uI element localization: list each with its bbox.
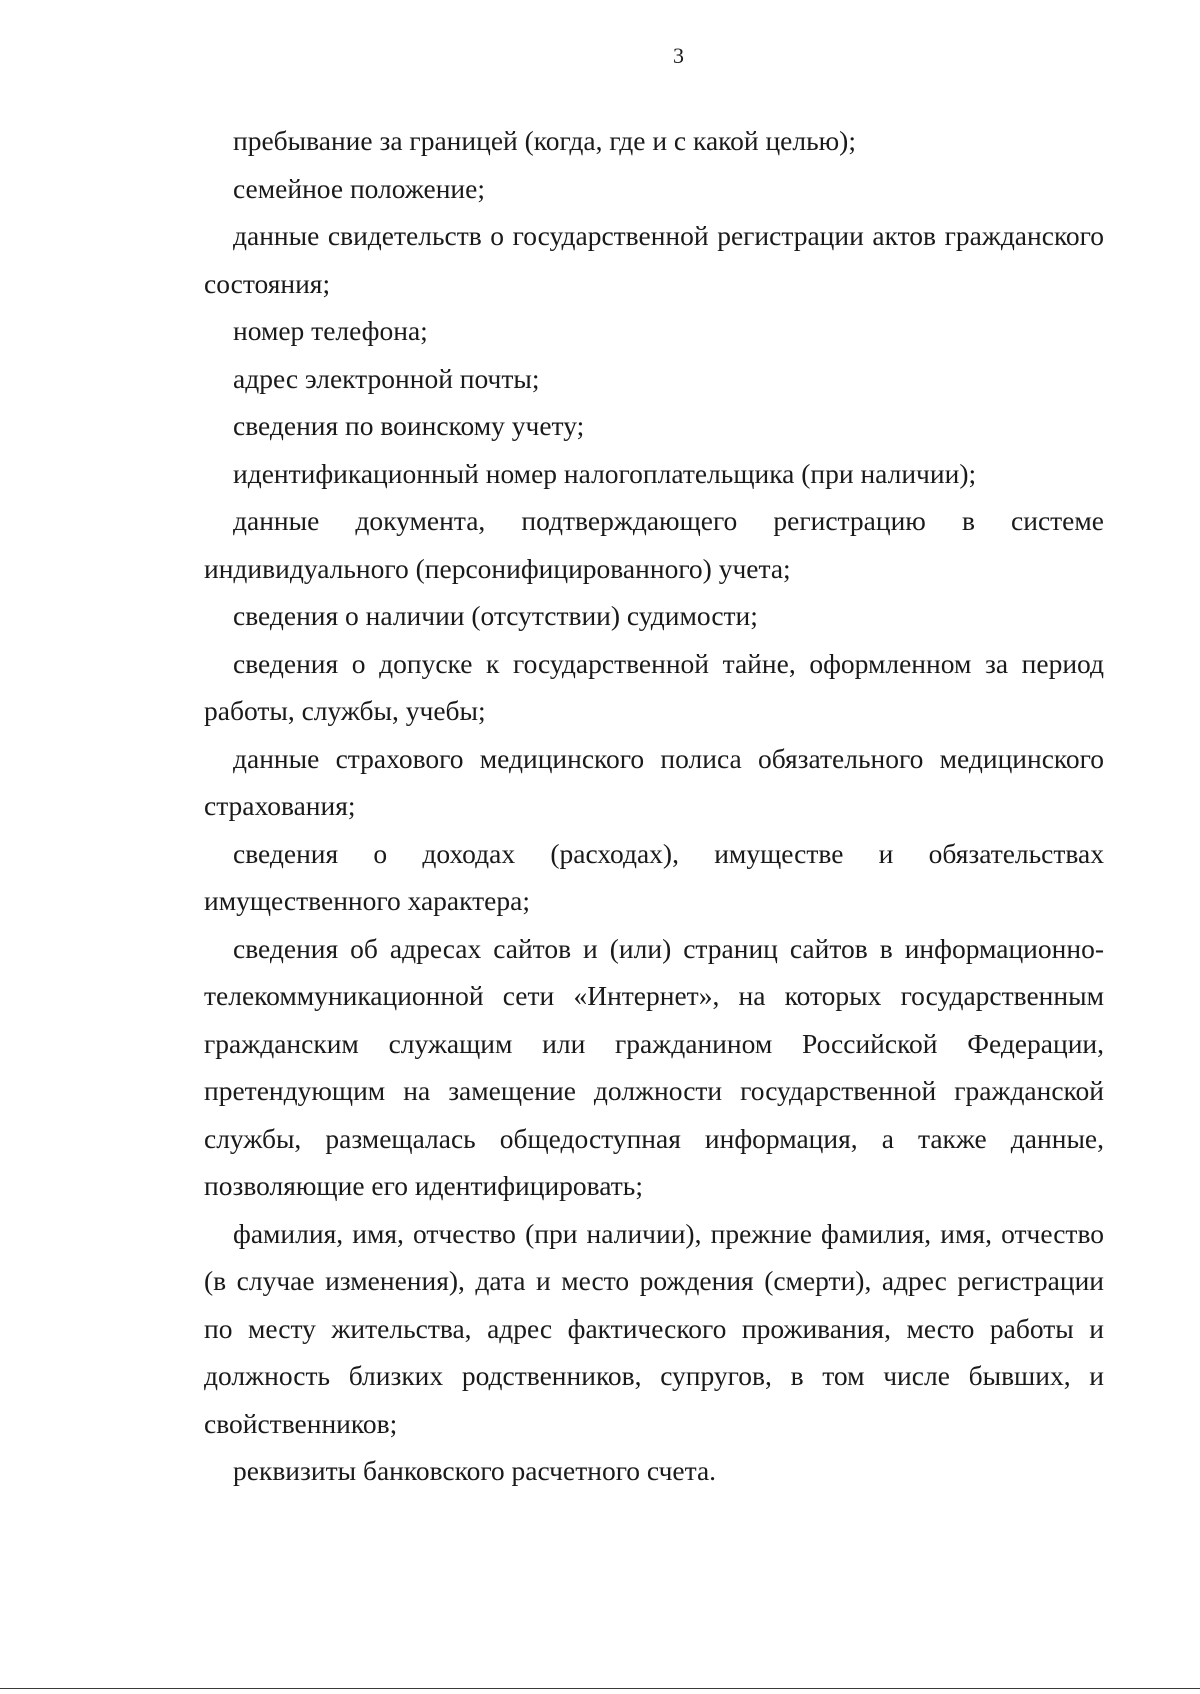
paragraph-criminal-record: сведения о наличии (отсутствии) судимости; bbox=[233, 600, 758, 631]
paragraph-marital-status: семейное положение; bbox=[233, 172, 485, 204]
paragraph-civil-status-certificates: данные свидетельств о государственной регистрации актов гражданского состояния; bbox=[204, 220, 1104, 299]
paragraph-phone-number: номер телефона; bbox=[233, 315, 428, 346]
paragraph-state-secret-clearance: сведения о допуске к государственной тайне, оформленном за период работы, службы, учебы; bbox=[204, 647, 1104, 726]
document-body bbox=[204, 117, 1104, 1495]
paragraph-military-registration: сведения по воинскому учету; bbox=[233, 410, 585, 441]
paragraph-income-property: сведения о доходах (расходах), имуществе и обязательствах имущественного характера; bbox=[204, 837, 1104, 916]
paragraph-taxpayer-id: идентификационный номер налогоплательщика (при наличии); bbox=[233, 457, 977, 489]
paragraph-medical-insurance: данные страхового медицинского полиса обязательного медицинского страхования; bbox=[204, 742, 1104, 821]
page-bottom-edge bbox=[0, 1688, 1200, 1689]
paragraph-email-address: адрес электронной почты; bbox=[233, 362, 540, 394]
paragraph-internet-sites: сведения об адресах сайтов и (или) страниц сайтов в информационно-телекоммуникационной сети «Интернет», на которых государственным гражданским служащим или гражданином Российской Федерации, претендующим на замещение должности государственной гражданской службы, размещалась общедоступная информация, а также данные, позволяющие его идентифицировать; bbox=[204, 932, 1104, 1201]
paragraph-relatives-info: фамилия, имя, отчество (при наличии), прежние фамилия, имя, отчество (в случае изменения), дата и место рождения (смерти), адрес регистрации по месту жительства, адрес фактического проживания, место работы и должность близких родственников, супругов, в том числе бывших, и свойственников; bbox=[204, 1217, 1104, 1439]
paragraph-personal-account-document: данные документа, подтверждающего регистрацию в системе индивидуального (персонифицированного) учета; bbox=[204, 505, 1104, 584]
page-number: 3 bbox=[673, 43, 684, 68]
paragraph-bank-details: реквизиты банковского расчетного счета. bbox=[233, 1455, 717, 1486]
paragraph-abroad-stay: пребывание за границей (когда, где и с какой целью); bbox=[233, 125, 856, 156]
